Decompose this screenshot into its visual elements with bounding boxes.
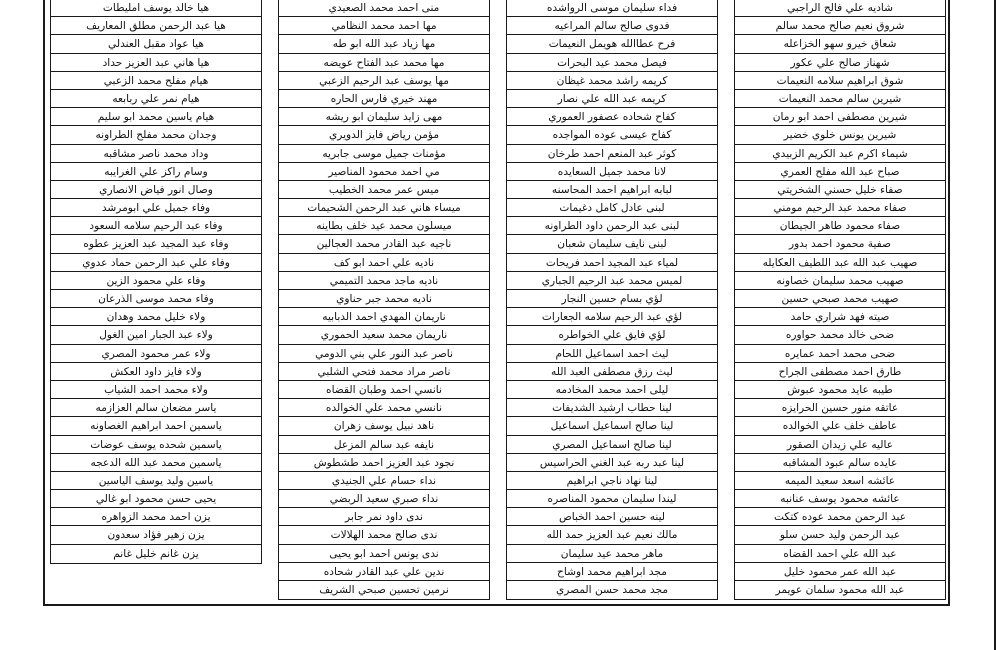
name-cell: طارق احمد مصطفى الجراح xyxy=(735,363,945,381)
name-cell: لميس محمد عبد الرحيم الجباري xyxy=(507,272,717,290)
name-cell: لانا محمد جميل السعايده xyxy=(507,163,717,181)
name-cell: لؤي بسام حسين النجار xyxy=(507,290,717,308)
name-cell: نداء حسام علي الجنيدي xyxy=(279,472,489,490)
name-cell: عبد الرحمن محمد عوده كتكت xyxy=(735,508,945,526)
name-cell: ليث احمد اسماعيل اللحام xyxy=(507,345,717,363)
name-cell: ناريمان المهدي احمد الدبابيه xyxy=(279,308,489,326)
name-cell: ناصر مراد محمد فتحي الشلبي xyxy=(279,363,489,381)
name-cell: ميس عمر محمد الخطيب xyxy=(279,181,489,199)
name-cell: هيام نمر علي ربابعه xyxy=(51,90,261,108)
name-cell: ياسين وليد يوسف الياسين xyxy=(51,472,261,490)
names-column-2 xyxy=(506,0,718,600)
name-cell: لينا عبد ربه عبد الغني الحراسيس xyxy=(507,454,717,472)
name-cell: طيبه عايد محمود عبوش xyxy=(735,381,945,399)
name-cell: ناريمان محمد سعيد الحموري xyxy=(279,326,489,344)
name-cell: مجد ابراهيم محمد اوشاح xyxy=(507,563,717,581)
name-cell: ضحى خالد محمد حواوره xyxy=(735,326,945,344)
name-cell: يزن احمد محمد الزواهره xyxy=(51,508,261,526)
name-cell: مؤمنات جميل موسى جابريه xyxy=(279,145,489,163)
name-cell: صفاء محمود طاهر الجيطان xyxy=(735,217,945,235)
names-column-3 xyxy=(278,0,490,600)
name-cell: ليندا سليمان محمود المناصره xyxy=(507,490,717,508)
name-cell: ياسمين محمد عبد الله الدعجه xyxy=(51,454,261,472)
name-cell: وجدان محمد مفلح الطراونه xyxy=(51,126,261,144)
name-cell: شيرين يونس خلوي خضير xyxy=(735,126,945,144)
name-cell: ياسمين شحده يوسف عوضات xyxy=(51,436,261,454)
name-cell: فدوى صالح سالم المراعيه xyxy=(507,17,717,35)
name-cell: نداء صبري سعيد الربضي xyxy=(279,490,489,508)
name-cell: صيته فهد شراري حامد xyxy=(735,308,945,326)
name-cell: يحيى حسن محمود ابو غالي xyxy=(51,490,261,508)
name-cell: مؤمن رياض فايز الدويري xyxy=(279,126,489,144)
name-cell: نانسي احمد وطبان القضاه xyxy=(279,381,489,399)
name-cell: وفاء عبد الرحيم سلامه السعود xyxy=(51,217,261,235)
name-cell: ناصر عبد النور علي بني الدومي xyxy=(279,345,489,363)
name-cell: عائشه محمود يوسف عنانبه xyxy=(735,490,945,508)
name-cell: وفاء علي محمود الزين xyxy=(51,272,261,290)
name-cell: ندين علي عبد القادر شحاده xyxy=(279,563,489,581)
name-cell: مها محمد عبد الفتاح عويضه xyxy=(279,54,489,72)
name-cell: ولاء عبد الجبار امين الغول xyxy=(51,326,261,344)
name-cell: ميساء هاني عبد الرحمن الشحيمات xyxy=(279,199,489,217)
name-cell: نرمين تحسين صبحي الشريف xyxy=(319,584,449,596)
name-cell: ناهد نبيل يوسف زهران xyxy=(279,417,489,435)
name-cell: ولاء عمر محمود المصري xyxy=(51,345,261,363)
name-cell: وفاء محمد موسى الذرعان xyxy=(51,290,261,308)
name-cell: ياسمين احمد ابراهيم الغصاونه xyxy=(51,417,261,435)
name-cell: عاتقه منور حسين الحرايزه xyxy=(735,399,945,417)
name-cell: وفاء عبد المجيد عبد العزيز عطوه xyxy=(51,235,261,253)
name-cell: ليث رزق مصطفى العبد الله xyxy=(507,363,717,381)
name-cell: شيرين مصطفى احمد ابو رمان xyxy=(735,108,945,126)
name-cell: وداد محمد ناصر مشاقبه xyxy=(51,145,261,163)
name-cell: لبنى عبد الرحمن داود الطراونه xyxy=(507,217,717,235)
name-cell: لينا نهاد ناجي ابراهيم xyxy=(507,472,717,490)
name-cell: مالك نعيم عبد العزيز حمد الله xyxy=(507,526,717,544)
name-cell: وسام راكز علي الغرايبه xyxy=(51,163,261,181)
name-cell: هيا عواد مقبل العندلي xyxy=(51,35,261,53)
name-cell: كريمه راشد محمد غيظان xyxy=(507,72,717,90)
name-cell: صفاء محمد عبد الرحيم مومني xyxy=(735,199,945,217)
name-cell: وفاء جميل علي ابومرشد xyxy=(51,199,261,217)
name-cell: ندى يونس احمد ابو يحيى xyxy=(279,545,489,563)
name-cell: عايده سالم عبود المشاقبه xyxy=(735,454,945,472)
name-cell: شروق نعيم صالح محمد سالم xyxy=(735,17,945,35)
name-cell: شيماء اكرم عبد الكريم الزبيدي xyxy=(735,145,945,163)
name-cell: ولاء خليل محمد وهدان xyxy=(51,308,261,326)
name-cell: مها زياد عبد الله ابو طه xyxy=(279,35,489,53)
name-cell: فداء سليمان موسى الرواشده xyxy=(507,0,717,17)
name-cell: وفاء علي عبد الرحمن حماد عدوي xyxy=(51,254,261,272)
name-cell: صباح عبد الله مفلح العمري xyxy=(735,163,945,181)
name-cell: لبابه ابراهيم احمد المحاسنه xyxy=(507,181,717,199)
name-cell: لؤي فايق علي الخواطره xyxy=(507,326,717,344)
name-cell: هيام مفلح محمد الزعبي xyxy=(51,72,261,90)
name-cell: مها يوسف عبد الرحيم الزعبي xyxy=(279,72,489,90)
name-cell: شعاق خيرو سهو الخزاعله xyxy=(735,35,945,53)
name-cell: لينا صالح اسماعيل اسماعيل xyxy=(507,417,717,435)
name-cell: ناجيه عبد القادر محمد العجالين xyxy=(279,235,489,253)
name-cell: عبد الرحمن وليد حسن سلو xyxy=(735,526,945,544)
name-cell: صهيب محمد سليمان خصاونه xyxy=(735,272,945,290)
name-cell: ولاء فايز داود العكش xyxy=(51,363,261,381)
name-cell: لبنى عادل كامل دغيمات xyxy=(507,199,717,217)
name-cell: ليلى احمد محمد المخادمه xyxy=(507,381,717,399)
name-cell: يزن غانم خليل غانم xyxy=(113,547,199,560)
name-cell: صهيب محمد صبحي حسين xyxy=(735,290,945,308)
name-cell: لبنى نايف سليمان شعبان xyxy=(507,235,717,253)
name-cell: شوق ابراهيم سلامه النعيمات xyxy=(735,72,945,90)
name-cell: لينا صالح اسماعيل المصري xyxy=(507,436,717,454)
name-cell: شهناز صالح علي عكور xyxy=(735,54,945,72)
name-cell: لؤي عبد الرحيم سلامه الجعارات xyxy=(507,308,717,326)
name-cell: عبد الله محمود سلمان عويمر xyxy=(775,584,905,596)
name-cell: ميسلون محمد عيد خلف بطاينه xyxy=(279,217,489,235)
name-cell: صفية محمود احمد بدور xyxy=(735,235,945,253)
name-cell: نايفه عبد سالم المزعل xyxy=(279,436,489,454)
name-cell: ناديه علي احمد ابو كف xyxy=(279,254,489,272)
name-cell: مجد محمد حسن المصري xyxy=(555,584,669,596)
names-column-4 xyxy=(50,0,262,564)
name-cell: مهى زايد سليمان ابو ريشه xyxy=(279,108,489,126)
name-cell: هيا خالد يوسف امليطات xyxy=(51,0,261,17)
name-cell: شاديه علي فالح الراجبي xyxy=(735,0,945,17)
name-cell: عبد الله عمر محمود خليل xyxy=(735,563,945,581)
name-cell: هيا عبد الرحمن مطلق المعاريف xyxy=(51,17,261,35)
name-cell: فيصل محمد عيد البحرات xyxy=(507,54,717,72)
name-cell: هيام ياسين محمد ابو سليم xyxy=(51,108,261,126)
name-cell: ندى داود نمر جابر xyxy=(279,508,489,526)
name-cell: نانسي محمد علي الخوالده xyxy=(279,399,489,417)
name-cell: نجود عبد العزيز احمد طشطوش xyxy=(279,454,489,472)
name-cell: وصال انور فياض الانصاري xyxy=(51,181,261,199)
name-cell: ناديه ماجد محمد التميمي xyxy=(279,272,489,290)
name-cell: كوثر عبد المنعم احمد طرخان xyxy=(507,145,717,163)
name-cell: لينه حسين احمد الخباص xyxy=(507,508,717,526)
name-cell: عاطف خلف علي الخوالده xyxy=(735,417,945,435)
name-cell: ضحى محمد احمد عمايره xyxy=(735,345,945,363)
name-cell: مها احمد محمد النظامي xyxy=(279,17,489,35)
name-cell: يزن زهير فؤاد سعدون xyxy=(51,526,261,544)
names-column-1 xyxy=(734,0,946,600)
name-cell: ندى صالح محمد الهلالات xyxy=(279,526,489,544)
name-cell: ناديه محمد جبر حناوي xyxy=(279,290,489,308)
name-cell: عائشه اسعد سعيد الميمه xyxy=(735,472,945,490)
name-cell: كفاح شحاده عصفور العموري xyxy=(507,108,717,126)
name-cell: منى احمد محمد الصعيدي xyxy=(279,0,489,17)
name-cell: شيرين سالم محمد النعيمات xyxy=(735,90,945,108)
name-cell: هيا هاني عبد العزيز حداد xyxy=(51,54,261,72)
name-cell: عاليه علي زيدان الصقور xyxy=(735,436,945,454)
name-cell: مي احمد محمود المناصير xyxy=(279,163,489,181)
name-cell: مهند خيري فارس الحاره xyxy=(279,90,489,108)
name-cell: ماهر محمد عيد سليمان xyxy=(507,545,717,563)
name-cell: كريمه عبد الله علي نصار xyxy=(507,90,717,108)
name-cell: فرح عطاالله هويمل النعيمات xyxy=(507,35,717,53)
name-cell: صفاء خليل حسني الشخريتي xyxy=(735,181,945,199)
name-cell: كفاح عيسى عوده المواجده xyxy=(507,126,717,144)
name-cell: ولاء محمد احمد الشياب xyxy=(51,381,261,399)
name-cell: لينا حطاب ارشيد الشديفات xyxy=(507,399,717,417)
name-cell: لمياء عبد المجيد احمد فريحات xyxy=(507,254,717,272)
name-cell: ياسر مضعان سالم العزازمه xyxy=(51,399,261,417)
name-cell: عبد الله علي احمد القضاه xyxy=(735,545,945,563)
name-cell: صهيب عبد الله عبد اللطيف العكايله xyxy=(735,254,945,272)
